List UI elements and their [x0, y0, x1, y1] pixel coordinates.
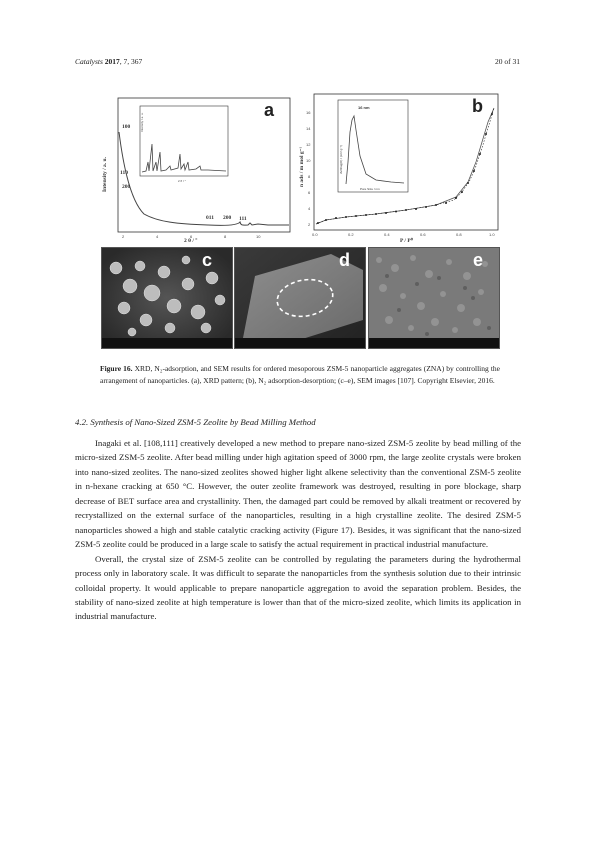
peak-label-100: 100: [122, 124, 131, 130]
figure-16: [98, 92, 500, 347]
inset-title: 16 nm: [358, 105, 370, 110]
inset-xlabel: Pore Size / nm: [360, 187, 380, 191]
panel-d-sem-image: [234, 247, 366, 349]
tick-label: 2: [308, 222, 311, 227]
paragraph: Inagaki et al. [108,111] creatively developed a new method to prepare nano-sized ZSM-5 zeolite by bead milling of the micro-sized ZSM-5 zeolite. After bead milling under high agitation speed of 3000 rpm, the large zeolite crystals were broken into nano-sized zeolites. The nano-sized zeolites showed higher light alkene selectivity than the conventional ZSM-5 zeolite in n-hexane cracking at 650 °C. However, the outer zeolite framework was destroyed, resulting in pore blockage, sharp decrease of BET surface area and crystallinity. Then, the damaged part could be removed by alkali treatment or recovered by recrystallized on the external surface of the nanoparticles, resulting in a high crystalline zeolite. The desired ZSM-5 nanoparticles showed a high and stable catalytic cracking activity (Figure 17). Besides, it was significant that the nano-sized ZSM-5 zeolite could be produced in a large scale to satisfy the actual requirement in practical industrial manufacture.: [75, 438, 521, 550]
tick-label: 10: [306, 158, 311, 163]
panel-a-xlabel: 2 θ / °: [184, 238, 198, 242]
panel-b-xlabel: P / P⁰: [400, 238, 413, 242]
panel-e-sem-image: [368, 247, 500, 349]
panel-a-ylabel: Intensity / a. u.: [102, 157, 108, 192]
peak-label-200b: 200: [223, 215, 232, 221]
peak-label-200: 200: [122, 184, 131, 190]
inset-ylabel: dV/dlog(D) / (cm³ g⁻¹): [339, 145, 343, 174]
tick-label: 0.2: [348, 232, 354, 237]
panel-d-letter: d: [339, 250, 350, 270]
tick-label: 0.4: [384, 232, 390, 237]
peak-label-011: 011: [206, 215, 214, 221]
tick-label: 0.6: [420, 232, 426, 237]
panel-c-letter: c: [202, 250, 213, 270]
panel-b-letter: b: [472, 96, 483, 116]
tick-label: 6: [308, 190, 311, 195]
tick-label: 2: [122, 234, 125, 239]
tick-label: 8: [308, 174, 311, 179]
tick-label: 16: [306, 110, 311, 115]
tick-label: 12: [306, 142, 311, 147]
peak-label-111: 111: [239, 216, 247, 222]
page-header: [75, 57, 520, 69]
tick-label: 10: [256, 234, 261, 239]
panel-b-n2-adsorption: [296, 92, 500, 242]
peak-label-110: 110: [120, 170, 128, 176]
panel-a-letter: a: [264, 100, 275, 120]
inset-ylabel: Intensity / a. u.: [140, 112, 144, 132]
tick-label: 6: [190, 234, 193, 239]
paragraph: Overall, the crystal size of ZSM-5 zeolite can be controlled by regulating the parameters during the hydrothermal process only in laboratory scale. It was difficult to separate the nanoparticles from the synthesis solution due to their intrinsic colloidal property. It would applicable to prepare nanoparticle aggregation to avoid the separation problem. Besides, the stability of nano-sized zeolite at high temperature is lower than that of the micro-sized zeolite, which limits its application in industrial manufacture.: [75, 553, 521, 622]
section-heading: 4.2. Synthesis of Nano-Sized ZSM-5 Zeolite by Bead Milling Method: [75, 417, 316, 427]
journal-citation: Catalysts 2017, 7, 367: [75, 57, 143, 66]
tick-label: 4: [156, 234, 159, 239]
page-number: 20 of 31: [495, 57, 520, 66]
tick-label: 0.8: [456, 232, 462, 237]
panel-c-sem-image: [101, 247, 233, 349]
caption-text: XRD, N₂-adsorption, and SEM results for ordered mesoporous ZSM-5 nanoparticle aggregates (ZNA) by controlling the arrangement of nanoparticles. (a), XRD pattern; (b), N₂ adsorption-desorption; (c–e), SEM images [107]. Copyright Elsevier, 2016.: [100, 364, 500, 385]
figure-caption: [100, 363, 500, 387]
tick-label: 14: [306, 126, 311, 131]
tick-label: 0.0: [312, 232, 318, 237]
panel-e-letter: e: [473, 250, 484, 270]
tick-label: 4: [308, 206, 311, 211]
tick-label: 8: [224, 234, 227, 239]
tick-label: 1.0: [489, 232, 495, 237]
body-text: [75, 436, 521, 624]
panel-b-ylabel: n ads / m mol g⁻¹: [299, 146, 305, 187]
inset-xlabel: 2 θ / °: [178, 179, 186, 183]
figure-label: Figure 16.: [100, 364, 133, 373]
panel-a-xrd: [98, 92, 294, 242]
